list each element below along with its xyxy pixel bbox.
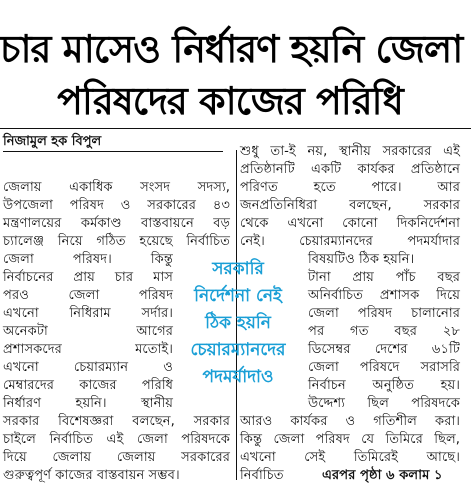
- left-line: এখনো নিধিরাম সর্দার।: [3, 306, 173, 321]
- right-line: কিন্তু জেলা পরিষদ যে তিমিরে ছিল,: [240, 432, 460, 447]
- byline: নিজামুল হক বিপুল: [3, 134, 102, 149]
- headline-divider: [0, 128, 471, 129]
- left-line: সরকার বিশেষজ্ঞরা বলছেন, সরকার: [3, 414, 230, 429]
- left-line: মন্ত্রণালয়ের কর্মকাণ্ড বাস্তবায়নে বড়: [3, 216, 230, 231]
- left-line: জেলা পরিষদ। কিন্তু: [3, 252, 173, 267]
- left-line: মেম্বারদের কাজের পরিধি: [3, 378, 173, 393]
- pull-quote-line: পদমর্যাদাও: [202, 367, 274, 387]
- right-line: নেই। চেয়ারম্যানদের পদমর্যাদার: [240, 234, 460, 249]
- byline-underline: [3, 151, 223, 152]
- left-line: চ্যালেঞ্জ নিয়ে গঠিত হয়েছে নির্বাচিত: [3, 234, 230, 249]
- right-line: অনির্বাচিত প্রশাসক দিয়ে: [308, 288, 460, 303]
- left-line: এখনো চেয়ারম্যান ও: [3, 360, 173, 375]
- headline-line-2: পরিষদের কাজের পরিধি: [57, 79, 403, 123]
- right-line: পর গত বছর ২৮: [308, 324, 460, 339]
- right-line: পরিণত হতে পারে। আর: [240, 180, 460, 195]
- right-line: বিষয়টিও ঠিক হয়নি।: [308, 252, 415, 267]
- pull-quote-line: ঠিক হয়নি: [205, 313, 271, 333]
- right-line: নির্বাচন অনুষ্ঠিত হয়।: [308, 378, 460, 393]
- right-line: প্রতিষ্ঠানটি একটি কার্যকর প্রতিষ্ঠানে: [240, 162, 460, 177]
- left-line: নির্ধারণ হয়নি। স্থানীয়: [3, 396, 173, 411]
- right-line: জনপ্রতিনিধিরা বলছেন, সরকার: [240, 198, 460, 213]
- right-line: শুধু তা-ই নয়, স্থানীয় সরকারের এই: [240, 144, 460, 159]
- right-line: জেলা পরিষদে সরাসরি: [308, 360, 460, 375]
- continuation-note: এরপর পৃষ্ঠা ৬ কলাম ১: [322, 468, 443, 483]
- left-line: দিয়ে জেলায় জেলায় সরকারের: [3, 450, 230, 465]
- right-line: নির্বাচিত: [240, 468, 284, 483]
- pull-quote-line: সরকারি: [212, 259, 264, 279]
- left-line: প্রশাসকদের মতোই।: [3, 342, 173, 357]
- pull-quote-line: নির্দেশনা নেই: [194, 286, 282, 306]
- left-line: অনেকটা আগের: [3, 324, 173, 339]
- right-line: জেলা পরিষদ চালানোর: [308, 306, 460, 321]
- right-line: এখনো সেই তিমিরেই আছে।: [240, 450, 460, 465]
- left-line: চাইলে নির্বাচিত এই জেলা পরিষদকে: [3, 432, 230, 447]
- right-line: থেকে এখনো কোনো দিকনির্দেশনা: [240, 216, 460, 231]
- right-line: ডিসেম্বর দেশের ৬১টি: [308, 342, 460, 357]
- pull-quote-line: চেয়ারম্যানদের: [190, 340, 286, 360]
- left-line: গুরুত্বপূর্ণ কাজের বাস্তবায়ন সম্ভব।: [3, 468, 180, 483]
- right-line: টানা প্রায় পাঁচ বছর: [308, 270, 460, 285]
- right-line: উদ্দেশ্য ছিল পরিষদকে: [308, 396, 460, 411]
- left-line: নির্বাচনের প্রায় চার মাস: [3, 270, 173, 285]
- right-line: আরও কার্যকর ও গতিশীল করা।: [240, 414, 460, 429]
- headline-line-1: চার মাসেও নির্ধারণ হয়নি জেলা: [0, 27, 463, 71]
- left-line: পরও জেলা পরিষদ: [3, 288, 173, 303]
- left-line: উপজেলা পরিষদ ও সরকারের ৪৩: [3, 198, 230, 213]
- left-line: জেলায় একাধিক সংসদ সদস্য,: [3, 180, 230, 195]
